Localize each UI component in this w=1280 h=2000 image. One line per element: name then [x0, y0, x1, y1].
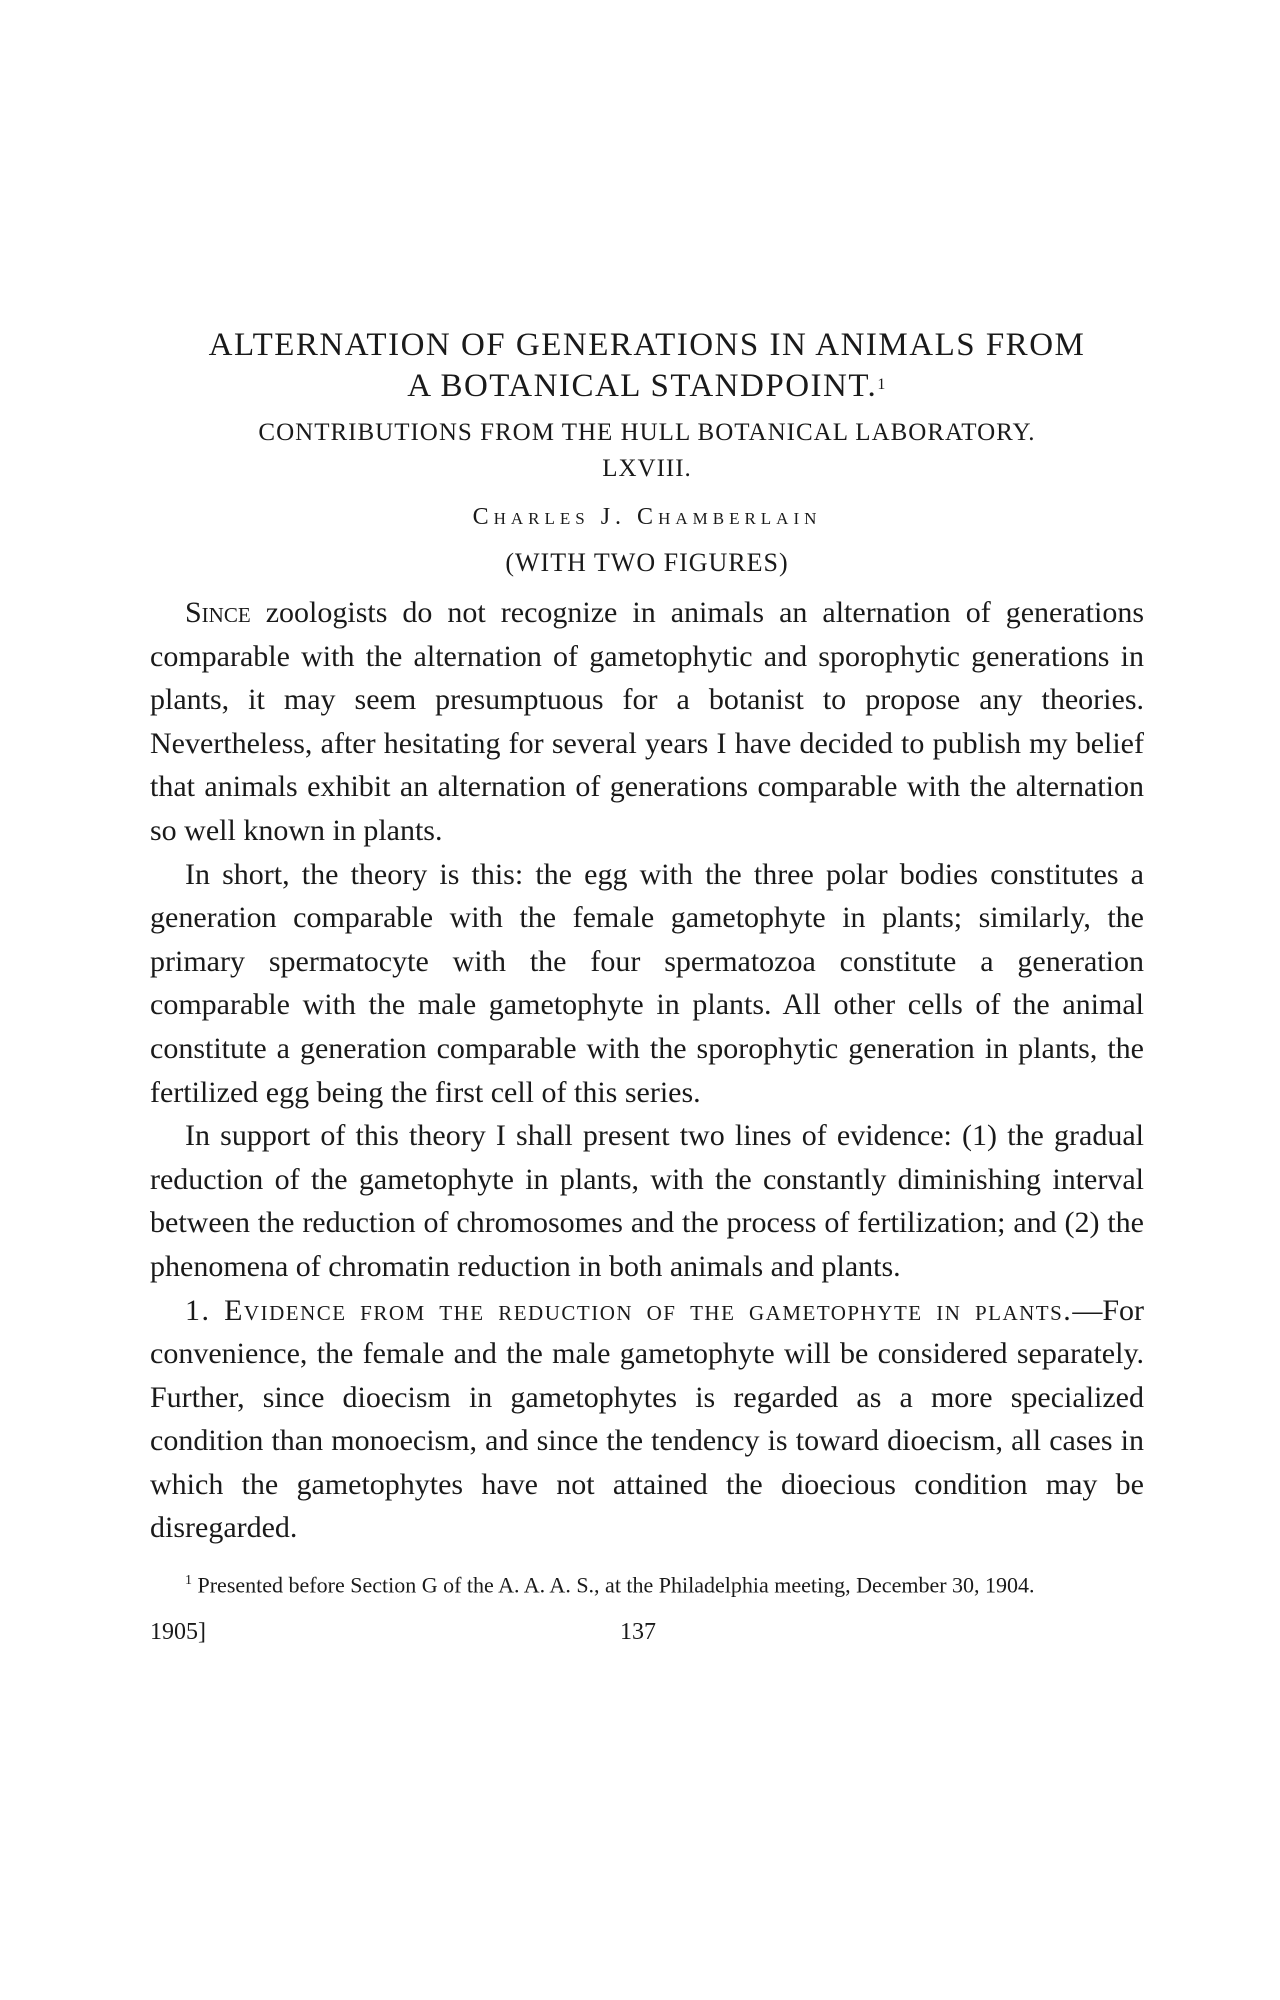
title-line-2: A BOTANICAL STANDPOINT.: [407, 368, 878, 404]
paragraph-4-text: —For convenience, the female and the male gametophyte will be considered separately. Further, since dioecism in gametophytes is regarded as a more specialized condition than monoecism, and since the tendency is toward dioecism, all cases in which the gametophytes have not attained the dioecious condition may be disregarded.: [150, 1293, 1144, 1545]
paragraph-1: [150, 591, 1144, 853]
footnote-text: Presented before Section G of the A. A. A. S., at the Philadelphia meeting, December 30, 1904.: [192, 1572, 1035, 1598]
section-heading: 1. Evidence from the reduction of the gametophyte in plants.: [185, 1293, 1073, 1327]
contribution-line-1: CONTRIBUTIONS FROM THE HULL BOTANICAL LABORATORY.: [258, 419, 1036, 446]
footnote-mark: 1: [185, 1573, 192, 1589]
paragraph-1-lead: Since: [185, 596, 251, 629]
title-footnote-mark: 1: [877, 376, 887, 393]
figures-note: (WITH TWO FIGURES): [505, 548, 789, 577]
footer-year: 1905]: [150, 1619, 206, 1646]
contribution-line-2: LXVIII.: [602, 455, 692, 482]
paragraph-1-text: zoologists do not recognize in animals an alternation of generations comparable with the alternation of gametophytic and sporophytic generations in plants, it may seem presumptuous for a botanist to propose any theories. Nevertheless, after hesitating for several years I have decided to publish my belief that animals exhibit an alternation of generations comparable with the alternation so well known in plants.: [150, 596, 1144, 847]
article-title: [150, 325, 1144, 407]
title-line-1: ALTERNATION OF GENERATIONS IN ANIMALS FROM: [208, 327, 1086, 363]
footnote: [150, 1564, 1144, 1601]
paragraph-4: [150, 1289, 1144, 1551]
paragraph-2: In short, the theory is this: the egg with the three polar bodies constitutes a generation comparable with the female gametophyte in plants; similarly, the primary spermatocyte with the four spermatozoa constitute a generation comparable with the male gametophyte in plants. All other cells of the animal constitute a generation comparable with the sporophytic generation in plants, the fertilized egg being the first cell of this series.: [150, 857, 1144, 1109]
page-number: 137: [620, 1619, 656, 1646]
contribution-heading: [150, 415, 1144, 487]
article-page: [150, 325, 1144, 1655]
author-name: Charles J. Chamberlain: [472, 504, 822, 530]
page-footer: [150, 1619, 1144, 1655]
paragraph-3: In support of this theory I shall present two lines of evidence: (1) the gradual reduction of the gametophyte in plants, with the constantly diminishing interval between the reduction of chromosomes and the process of fertilization; and (2) the phenomena of chromatin reduction in both animals and plants.: [150, 1119, 1144, 1283]
